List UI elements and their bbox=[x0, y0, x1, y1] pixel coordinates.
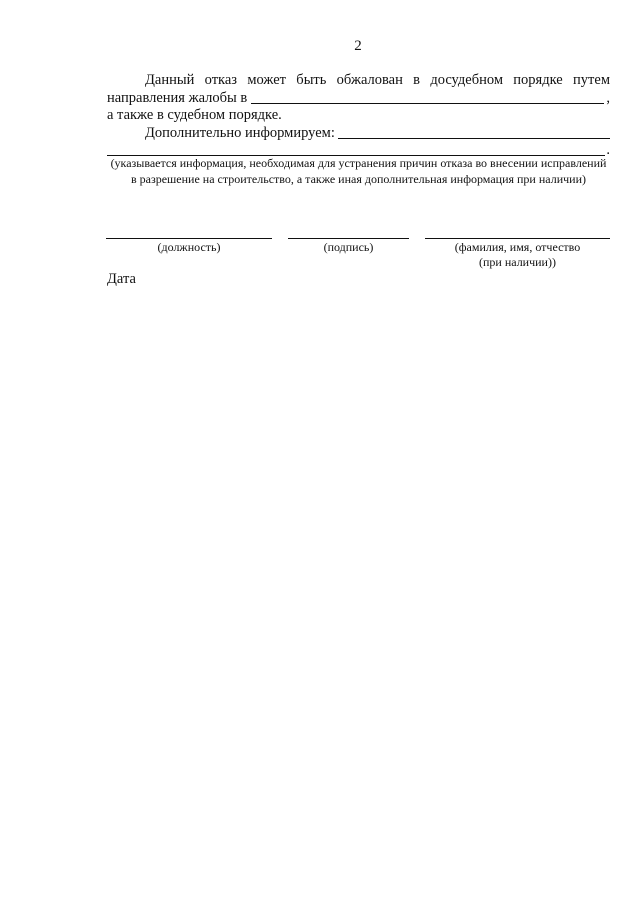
signature-caption: (подпись) bbox=[323, 240, 374, 254]
additional-info-hint: (указывается информация, необходимая для устранения причин отказа во внесении исправлений в разрешение на строительство, а также иная дополнительная информация при наличии) bbox=[110, 156, 607, 186]
appeal-text-line-2 bbox=[107, 89, 610, 107]
additional-info-blank-1 bbox=[338, 124, 610, 139]
position-caption: (должность) bbox=[157, 240, 221, 254]
additional-info-label: Дополнительно информируем: bbox=[145, 125, 335, 141]
complaint-recipient-blank bbox=[251, 89, 604, 104]
full-name-line bbox=[425, 238, 610, 239]
appeal-text-line-1: Данный отказ может быть обжалован в досудебном порядке путем bbox=[145, 72, 610, 88]
page-number: 2 bbox=[354, 38, 362, 54]
position-line bbox=[106, 238, 272, 239]
additional-info-blank-2 bbox=[107, 141, 605, 156]
appeal-complaint-label: направления жалобы в bbox=[107, 90, 248, 106]
signature-line bbox=[288, 238, 409, 239]
full-name-caption-line-2: (при наличии)) bbox=[479, 255, 556, 269]
appeal-comma: , bbox=[606, 90, 610, 106]
date-label: Дата bbox=[107, 271, 136, 287]
additional-info-line bbox=[107, 124, 610, 142]
full-name-caption bbox=[425, 240, 610, 270]
appeal-text-line-3: а также в судебном порядке. bbox=[107, 107, 282, 123]
additional-info-period: . bbox=[606, 142, 610, 158]
full-name-caption-line-1: (фамилия, имя, отчество bbox=[454, 240, 581, 254]
